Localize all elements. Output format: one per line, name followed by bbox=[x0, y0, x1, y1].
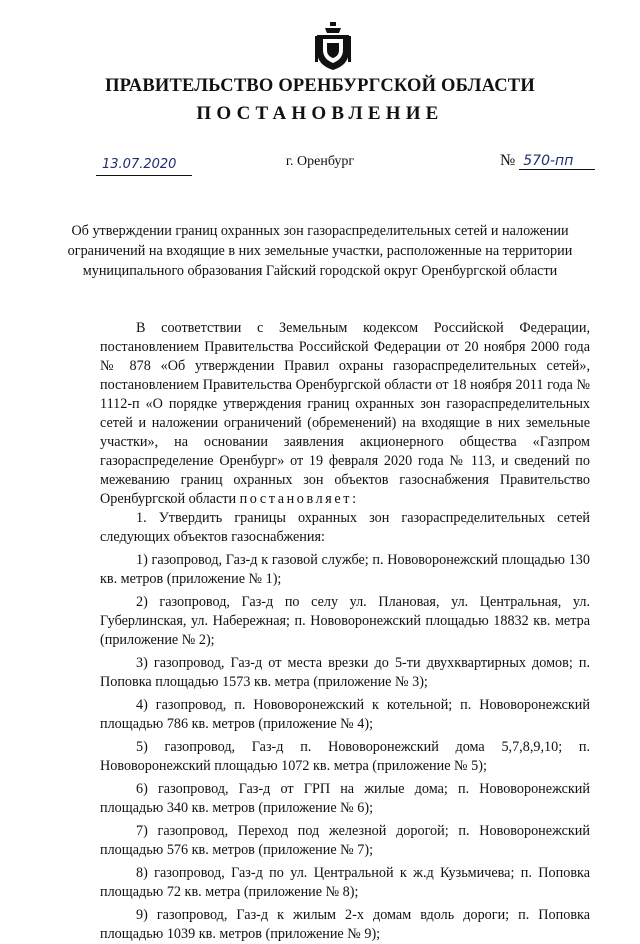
document-number bbox=[500, 152, 595, 170]
list-item: 3) газопровод, Газ-д от места врезки до 5-ти двухквартирных домов; п. Поповка площадью 1573 кв. метра (приложение № 3); bbox=[100, 655, 590, 690]
government-title: ПРАВИТЕЛЬСТВО ОРЕНБУРГСКОЙ ОБЛАСТИ bbox=[105, 76, 535, 96]
point-1: 1. Утвердить границы охранных зон газораспределительных сетей следующих объектов газоснабжения: bbox=[100, 510, 590, 545]
list-item: 7) газопровод, Переход под железной дорогой; п. Нововоронежский площадью 576 кв. метров (приложение № 7); bbox=[100, 823, 590, 858]
document-type: ПОСТАНОВЛЕНИЕ bbox=[196, 103, 444, 124]
list-item: 2) газопровод, Газ-д по селу ул. Плановая, ул. Центральная, ул. Губерлинская, ул. Набережная; п. Нововоронежский площадью 18832 кв. метра (приложение № 2); bbox=[100, 594, 590, 648]
list-item: 8) газопровод, Газ-д по ул. Центральной к ж.д Кузьмичева; п. Поповка площадью 72 кв. метра (приложение № 8); bbox=[100, 865, 590, 900]
list-item: 9) газопровод, Газ-д к жилым 2-х домам вдоль дороги; п. Поповка площадью 1039 кв. метров (приложение № 9); bbox=[100, 907, 590, 942]
document-city: г. Оренбург bbox=[285, 154, 355, 169]
number-prefix: № bbox=[500, 152, 516, 169]
list-item: 1) газопровод, Газ-д к газовой службе; п. Нововоронежский площадью 130 кв. метров (приложение № 1); bbox=[100, 552, 590, 587]
document-date: 13.07.2020 bbox=[96, 157, 192, 176]
list-item: 4) газопровод, п. Нововоронежский к котельной; п. Нововоронежский площадью 786 кв. метров (приложение № 4); bbox=[100, 697, 590, 732]
document-body bbox=[100, 319, 590, 944]
number-value: 570-пп bbox=[519, 153, 595, 170]
preamble-paragraph bbox=[100, 319, 590, 509]
list-item: 6) газопровод, Газ-д от ГРП на жилые дома; п. Нововоронежский площадью 340 кв. метров (приложение № 6); bbox=[100, 781, 590, 816]
document-subject: Об утверждении границ охранных зон газораспределительных сетей и наложении ограничений на входящие в них земельные участки, расположенные на территории муниципального образования Гайский городской округ Оренбургской области bbox=[67, 223, 573, 279]
resolves-word: постановляет: bbox=[239, 491, 359, 507]
list-item: 5) газопровод, Газ-д п. Нововоронежский дома 5,7,8,9,10; п. Нововоронежский площадью 1072 кв. метра (приложение № 5); bbox=[100, 739, 590, 774]
coat-of-arms-emblem bbox=[311, 22, 355, 70]
preamble-text: В соответствии с Земельным кодексом Российской Федерации, постановлением Правительства Российской Федерации от 20 ноября 2000 года № 878 «Об утверждении Правил охраны газораспределительных сетей», постановлением Правительства Оренбургской области от 18 ноября 2011 года № 1112-п «О порядке утверждения границ охранных зон газораспределительных сетей и наложении ограничений (обременений) на входящие в них земельные участки», на основании заявления акционерного общества «Газпром газораспределение Оренбург» от 19 февраля 2020 года № 113, и сведений по межеванию границ охранных зон объектов газоснабжения Правительство Оренбургской области bbox=[100, 320, 590, 507]
